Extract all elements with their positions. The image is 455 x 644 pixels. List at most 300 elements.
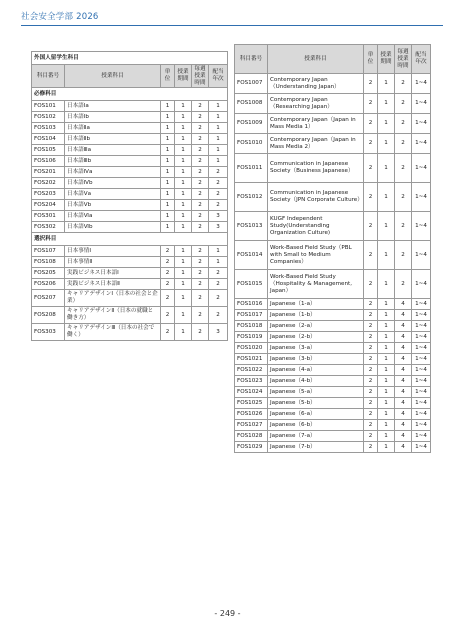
column-header: 単位	[161, 65, 175, 88]
course-title-cell: Japanese（3-a）	[268, 343, 364, 354]
credits-cell: 2	[364, 409, 378, 420]
term-cell: 1	[175, 189, 192, 200]
term-cell: 1	[378, 354, 395, 365]
course-code-cell: FOS1028	[235, 431, 268, 442]
year-cell: 1~4	[412, 332, 431, 343]
year-cell: 1~4	[412, 114, 431, 134]
course-title-cell: 実践ビジネス日本語Ⅰ	[65, 268, 161, 279]
weekly-hours-cell: 2	[192, 112, 209, 123]
course-title-cell: Japanese（1-b）	[268, 310, 364, 321]
section-label: 必修科目	[32, 88, 228, 101]
course-code-cell: FOS207	[32, 290, 65, 307]
credits-cell: 1	[161, 112, 175, 123]
term-cell: 1	[175, 307, 192, 324]
column-header: 科目番号	[235, 45, 268, 74]
credits-cell: 2	[364, 241, 378, 270]
weekly-hours-cell: 4	[395, 310, 412, 321]
term-cell: 1	[175, 200, 192, 211]
course-title-cell: 日本語Ⅳa	[65, 167, 161, 178]
term-cell: 1	[175, 145, 192, 156]
course-code-cell: FOS204	[32, 200, 65, 211]
course-code-cell: FOS1007	[235, 74, 268, 94]
table-row	[32, 156, 228, 167]
year-cell: 1	[209, 145, 228, 156]
term-cell: 1	[378, 409, 395, 420]
year-cell: 3	[209, 222, 228, 233]
course-title-cell: 実践ビジネス日本語Ⅱ	[65, 279, 161, 290]
course-title-cell: 日本語Ⅰa	[65, 101, 161, 112]
course-title-cell: 日本語Ⅳb	[65, 178, 161, 189]
course-code-cell: FOS1016	[235, 299, 268, 310]
course-code-cell: FOS206	[32, 279, 65, 290]
table-row	[235, 134, 431, 154]
weekly-hours-cell: 2	[192, 134, 209, 145]
credits-cell: 2	[364, 134, 378, 154]
credits-cell: 2	[161, 279, 175, 290]
table-row	[235, 299, 431, 310]
term-cell: 1	[175, 112, 192, 123]
term-cell: 1	[175, 134, 192, 145]
right-course-table	[234, 44, 431, 453]
course-code-cell: FOS101	[32, 101, 65, 112]
course-title-cell: Work-Based Field Study（PBL with Small to Medium Companies）	[268, 241, 364, 270]
credits-cell: 1	[161, 211, 175, 222]
course-title-cell: 日本語Ⅵb	[65, 222, 161, 233]
year-cell: 1~4	[412, 409, 431, 420]
course-title-cell: 日本語Ⅵa	[65, 211, 161, 222]
credits-cell: 2	[364, 310, 378, 321]
weekly-hours-cell: 2	[395, 114, 412, 134]
table-row	[235, 94, 431, 114]
weekly-hours-cell: 2	[192, 123, 209, 134]
weekly-hours-cell: 2	[395, 241, 412, 270]
year-cell: 1	[209, 112, 228, 123]
course-title-cell: Japanese（7-b）	[268, 442, 364, 453]
credits-cell: 1	[161, 101, 175, 112]
year-cell: 2	[209, 200, 228, 211]
course-title-cell: Japanese（2-b）	[268, 332, 364, 343]
table-row	[32, 200, 228, 211]
page-number: - 249 -	[214, 609, 241, 618]
weekly-hours-cell: 2	[192, 222, 209, 233]
credits-cell: 1	[161, 189, 175, 200]
section-row	[32, 233, 228, 246]
table-row	[32, 290, 228, 307]
credits-cell: 2	[364, 420, 378, 431]
weekly-hours-cell: 2	[192, 290, 209, 307]
table-row	[235, 387, 431, 398]
course-title-cell: Communication in Japanese Society（JPN Corporate Culture）	[268, 183, 364, 212]
credits-cell: 2	[364, 74, 378, 94]
year-cell: 1~4	[412, 420, 431, 431]
course-code-cell: FOS1018	[235, 321, 268, 332]
course-code-cell: FOS108	[32, 257, 65, 268]
course-title-cell: Japanese（4-b）	[268, 376, 364, 387]
year-cell: 1~4	[412, 321, 431, 332]
weekly-hours-cell: 2	[192, 178, 209, 189]
table-row	[32, 222, 228, 233]
table-row	[235, 365, 431, 376]
term-cell: 1	[378, 183, 395, 212]
course-code-cell: FOS1010	[235, 134, 268, 154]
term-cell: 1	[378, 332, 395, 343]
term-cell: 1	[378, 420, 395, 431]
table-row	[235, 376, 431, 387]
left-course-table	[31, 51, 228, 341]
table-row	[32, 112, 228, 123]
course-code-cell: FOS301	[32, 211, 65, 222]
table-row	[32, 279, 228, 290]
course-code-cell: FOS1017	[235, 310, 268, 321]
table-row	[235, 212, 431, 241]
table-row	[32, 189, 228, 200]
year-cell: 2	[209, 268, 228, 279]
table-row	[235, 409, 431, 420]
weekly-hours-cell: 2	[395, 154, 412, 183]
table-caption-row	[32, 52, 228, 65]
course-code-cell: FOS303	[32, 324, 65, 341]
course-code-cell: FOS1020	[235, 343, 268, 354]
year-cell: 1~4	[412, 74, 431, 94]
table-row	[32, 145, 228, 156]
year-cell: 1~4	[412, 365, 431, 376]
credits-cell: 2	[364, 183, 378, 212]
weekly-hours-cell: 2	[395, 270, 412, 299]
credits-cell: 1	[161, 200, 175, 211]
course-code-cell: FOS1021	[235, 354, 268, 365]
term-cell: 1	[175, 178, 192, 189]
year-cell: 1~4	[412, 398, 431, 409]
weekly-hours-cell: 2	[395, 74, 412, 94]
credits-cell: 2	[364, 270, 378, 299]
course-title-cell: 日本語Ⅴa	[65, 189, 161, 200]
weekly-hours-cell: 2	[192, 167, 209, 178]
course-title-cell: 日本語Ⅱb	[65, 134, 161, 145]
page-header	[21, 11, 443, 26]
credits-cell: 2	[161, 324, 175, 341]
weekly-hours-cell: 2	[192, 246, 209, 257]
column-header: 授業期間	[175, 65, 192, 88]
weekly-hours-cell: 4	[395, 387, 412, 398]
year-cell: 1~4	[412, 183, 431, 212]
course-code-cell: FOS1027	[235, 420, 268, 431]
term-cell: 1	[378, 241, 395, 270]
table-row	[235, 354, 431, 365]
year-cell: 2	[209, 167, 228, 178]
course-code-cell: FOS1011	[235, 154, 268, 183]
year-cell: 3	[209, 324, 228, 341]
credits-cell: 1	[161, 178, 175, 189]
course-title-cell: Japanese（4-a）	[268, 365, 364, 376]
table-row	[32, 134, 228, 145]
term-cell: 1	[175, 123, 192, 134]
course-code-cell: FOS106	[32, 156, 65, 167]
year-cell: 1~4	[412, 376, 431, 387]
table-row	[32, 167, 228, 178]
credits-cell: 2	[364, 365, 378, 376]
term-cell: 1	[378, 299, 395, 310]
table-header-row	[32, 65, 228, 88]
table-row	[235, 270, 431, 299]
year-cell: 2	[209, 279, 228, 290]
weekly-hours-cell: 4	[395, 420, 412, 431]
weekly-hours-cell: 2	[192, 200, 209, 211]
course-title-cell: Japanese（1-a）	[268, 299, 364, 310]
course-code-cell: FOS1015	[235, 270, 268, 299]
term-cell: 1	[175, 167, 192, 178]
table-row	[235, 420, 431, 431]
course-code-cell: FOS105	[32, 145, 65, 156]
term-cell: 1	[175, 324, 192, 341]
year-cell: 1	[209, 123, 228, 134]
column-header: 科目番号	[32, 65, 65, 88]
year-cell: 1~4	[412, 343, 431, 354]
course-code-cell: FOS1013	[235, 212, 268, 241]
term-cell: 1	[175, 268, 192, 279]
term-cell: 1	[378, 431, 395, 442]
credits-cell: 2	[161, 257, 175, 268]
left-course-table-body	[32, 52, 228, 341]
course-code-cell: FOS103	[32, 123, 65, 134]
weekly-hours-cell: 2	[395, 183, 412, 212]
course-title-cell: 日本語Ⅲa	[65, 145, 161, 156]
table-row	[235, 154, 431, 183]
year-cell: 1~4	[412, 94, 431, 114]
year-cell: 1	[209, 257, 228, 268]
course-title-cell: キャリアデザインⅡ（日本の就職と働き方）	[65, 307, 161, 324]
table-header-row	[235, 45, 431, 74]
course-title-cell: Japanese（2-a）	[268, 321, 364, 332]
course-code-cell: FOS1014	[235, 241, 268, 270]
course-code-cell: FOS205	[32, 268, 65, 279]
table-row	[32, 211, 228, 222]
weekly-hours-cell: 2	[192, 279, 209, 290]
credits-cell: 2	[364, 154, 378, 183]
weekly-hours-cell: 2	[192, 101, 209, 112]
year-cell: 1~4	[412, 134, 431, 154]
year-cell: 1~4	[412, 442, 431, 453]
course-code-cell: FOS1012	[235, 183, 268, 212]
table-row	[32, 324, 228, 341]
column-header: 毎週授業時間	[395, 45, 412, 74]
weekly-hours-cell: 4	[395, 376, 412, 387]
course-title-cell: Japanese（7-a）	[268, 431, 364, 442]
weekly-hours-cell: 4	[395, 409, 412, 420]
credits-cell: 2	[364, 376, 378, 387]
weekly-hours-cell: 4	[395, 343, 412, 354]
course-title-cell: 日本語Ⅲb	[65, 156, 161, 167]
section-row	[32, 88, 228, 101]
term-cell: 1	[175, 101, 192, 112]
year-cell: 1~4	[412, 212, 431, 241]
term-cell: 1	[378, 387, 395, 398]
term-cell: 1	[378, 74, 395, 94]
term-cell: 1	[378, 154, 395, 183]
table-row	[235, 398, 431, 409]
credits-cell: 2	[364, 442, 378, 453]
course-title-cell: Communication in Japanese Society（Business Japanese）	[268, 154, 364, 183]
course-title-cell: Japanese（6-b）	[268, 420, 364, 431]
year-cell: 2	[209, 178, 228, 189]
term-cell: 1	[378, 94, 395, 114]
course-title-cell: 日本事情Ⅱ	[65, 257, 161, 268]
course-title-cell: Japanese（6-a）	[268, 409, 364, 420]
course-code-cell: FOS208	[32, 307, 65, 324]
weekly-hours-cell: 4	[395, 365, 412, 376]
course-code-cell: FOS201	[32, 167, 65, 178]
credits-cell: 2	[161, 268, 175, 279]
term-cell: 1	[378, 134, 395, 154]
credits-cell: 2	[364, 398, 378, 409]
credits-cell: 1	[161, 167, 175, 178]
weekly-hours-cell: 2	[395, 134, 412, 154]
course-title-cell: Japanese（3-b）	[268, 354, 364, 365]
weekly-hours-cell: 2	[192, 145, 209, 156]
table-row	[235, 442, 431, 453]
credits-cell: 2	[161, 290, 175, 307]
column-header: 授業科目	[65, 65, 161, 88]
course-code-cell: FOS1009	[235, 114, 268, 134]
credits-cell: 1	[161, 156, 175, 167]
year-cell: 1	[209, 101, 228, 112]
term-cell: 1	[175, 246, 192, 257]
course-title-cell: Work-Based Field Study（Hospitality & Management, Japan）	[268, 270, 364, 299]
table-row	[235, 321, 431, 332]
term-cell: 1	[378, 212, 395, 241]
column-header: 配当年次	[412, 45, 431, 74]
course-code-cell: FOS102	[32, 112, 65, 123]
course-title-cell: キャリアデザインⅢ（日本の社会で働く）	[65, 324, 161, 341]
weekly-hours-cell: 2	[192, 324, 209, 341]
term-cell: 1	[378, 343, 395, 354]
term-cell: 1	[378, 398, 395, 409]
column-header: 配当年次	[209, 65, 228, 88]
term-cell: 1	[378, 310, 395, 321]
course-code-cell: FOS107	[32, 246, 65, 257]
table-row	[235, 114, 431, 134]
year-cell: 2	[209, 307, 228, 324]
weekly-hours-cell: 2	[192, 268, 209, 279]
course-title-cell: 日本事情Ⅰ	[65, 246, 161, 257]
course-title-cell: Contemporary Japan（Understanding Japan）	[268, 74, 364, 94]
year-cell: 1~4	[412, 299, 431, 310]
year-cell: 3	[209, 211, 228, 222]
year-cell: 1~4	[412, 354, 431, 365]
weekly-hours-cell: 2	[192, 156, 209, 167]
weekly-hours-cell: 2	[192, 307, 209, 324]
course-code-cell: FOS1029	[235, 442, 268, 453]
course-title-cell: 日本語Ⅴb	[65, 200, 161, 211]
weekly-hours-cell: 2	[192, 257, 209, 268]
page-header-title: 社会安全学部 2026	[21, 12, 99, 22]
column-header: 授業期間	[378, 45, 395, 74]
course-title-cell: KUGF Independent Study(Understanding Organization Culture)	[268, 212, 364, 241]
table-row	[235, 241, 431, 270]
table-row	[32, 268, 228, 279]
course-title-cell: キャリアデザインⅠ（日本の社会と企業）	[65, 290, 161, 307]
weekly-hours-cell: 4	[395, 354, 412, 365]
course-title-cell: Contemporary Japan（Researching Japan）	[268, 94, 364, 114]
term-cell: 1	[378, 365, 395, 376]
table-row	[235, 431, 431, 442]
column-header: 授業科目	[268, 45, 364, 74]
weekly-hours-cell: 4	[395, 299, 412, 310]
course-code-cell: FOS1019	[235, 332, 268, 343]
credits-cell: 2	[364, 212, 378, 241]
table-row	[32, 178, 228, 189]
course-code-cell: FOS1024	[235, 387, 268, 398]
term-cell: 1	[378, 442, 395, 453]
year-cell: 1~4	[412, 431, 431, 442]
weekly-hours-cell: 4	[395, 321, 412, 332]
year-cell: 1~4	[412, 387, 431, 398]
term-cell: 1	[175, 290, 192, 307]
credits-cell: 2	[364, 321, 378, 332]
weekly-hours-cell: 4	[395, 442, 412, 453]
weekly-hours-cell: 2	[192, 189, 209, 200]
table-row	[32, 123, 228, 134]
course-code-cell: FOS203	[32, 189, 65, 200]
course-title-cell: Contemporary Japan（Japan in Mass Media 2）	[268, 134, 364, 154]
term-cell: 1	[175, 257, 192, 268]
weekly-hours-cell: 4	[395, 332, 412, 343]
year-cell: 1~4	[412, 154, 431, 183]
credits-cell: 2	[364, 343, 378, 354]
term-cell: 1	[175, 156, 192, 167]
term-cell: 1	[175, 211, 192, 222]
table-row	[235, 74, 431, 94]
table-row	[32, 307, 228, 324]
course-code-cell: FOS1022	[235, 365, 268, 376]
course-code-cell: FOS1023	[235, 376, 268, 387]
year-cell: 2	[209, 290, 228, 307]
credits-cell: 2	[161, 246, 175, 257]
weekly-hours-cell: 4	[395, 431, 412, 442]
course-code-cell: FOS302	[32, 222, 65, 233]
course-title-cell: 日本語Ⅰb	[65, 112, 161, 123]
credits-cell: 1	[161, 145, 175, 156]
table-row	[235, 183, 431, 212]
column-header: 毎週授業時間	[192, 65, 209, 88]
year-cell: 1	[209, 134, 228, 145]
year-cell: 2	[209, 189, 228, 200]
credits-cell: 2	[161, 307, 175, 324]
weekly-hours-cell: 2	[395, 212, 412, 241]
term-cell: 1	[378, 270, 395, 299]
term-cell: 1	[378, 376, 395, 387]
course-code-cell: FOS104	[32, 134, 65, 145]
course-code-cell: FOS202	[32, 178, 65, 189]
credits-cell: 2	[364, 114, 378, 134]
weekly-hours-cell: 2	[395, 94, 412, 114]
credits-cell: 2	[364, 354, 378, 365]
credits-cell: 2	[364, 299, 378, 310]
course-title-cell: 日本語Ⅱa	[65, 123, 161, 134]
term-cell: 1	[175, 279, 192, 290]
table-row	[235, 343, 431, 354]
table-row	[235, 310, 431, 321]
term-cell: 1	[175, 222, 192, 233]
course-title-cell: Japanese（5-b）	[268, 398, 364, 409]
year-cell: 1~4	[412, 270, 431, 299]
course-title-cell: Japanese（5-a）	[268, 387, 364, 398]
right-course-table-body	[235, 45, 431, 453]
credits-cell: 2	[364, 332, 378, 343]
table-row	[32, 257, 228, 268]
course-code-cell: FOS1025	[235, 398, 268, 409]
year-cell: 1~4	[412, 310, 431, 321]
course-title-cell: Contemporary Japan（Japan in Mass Media 1）	[268, 114, 364, 134]
